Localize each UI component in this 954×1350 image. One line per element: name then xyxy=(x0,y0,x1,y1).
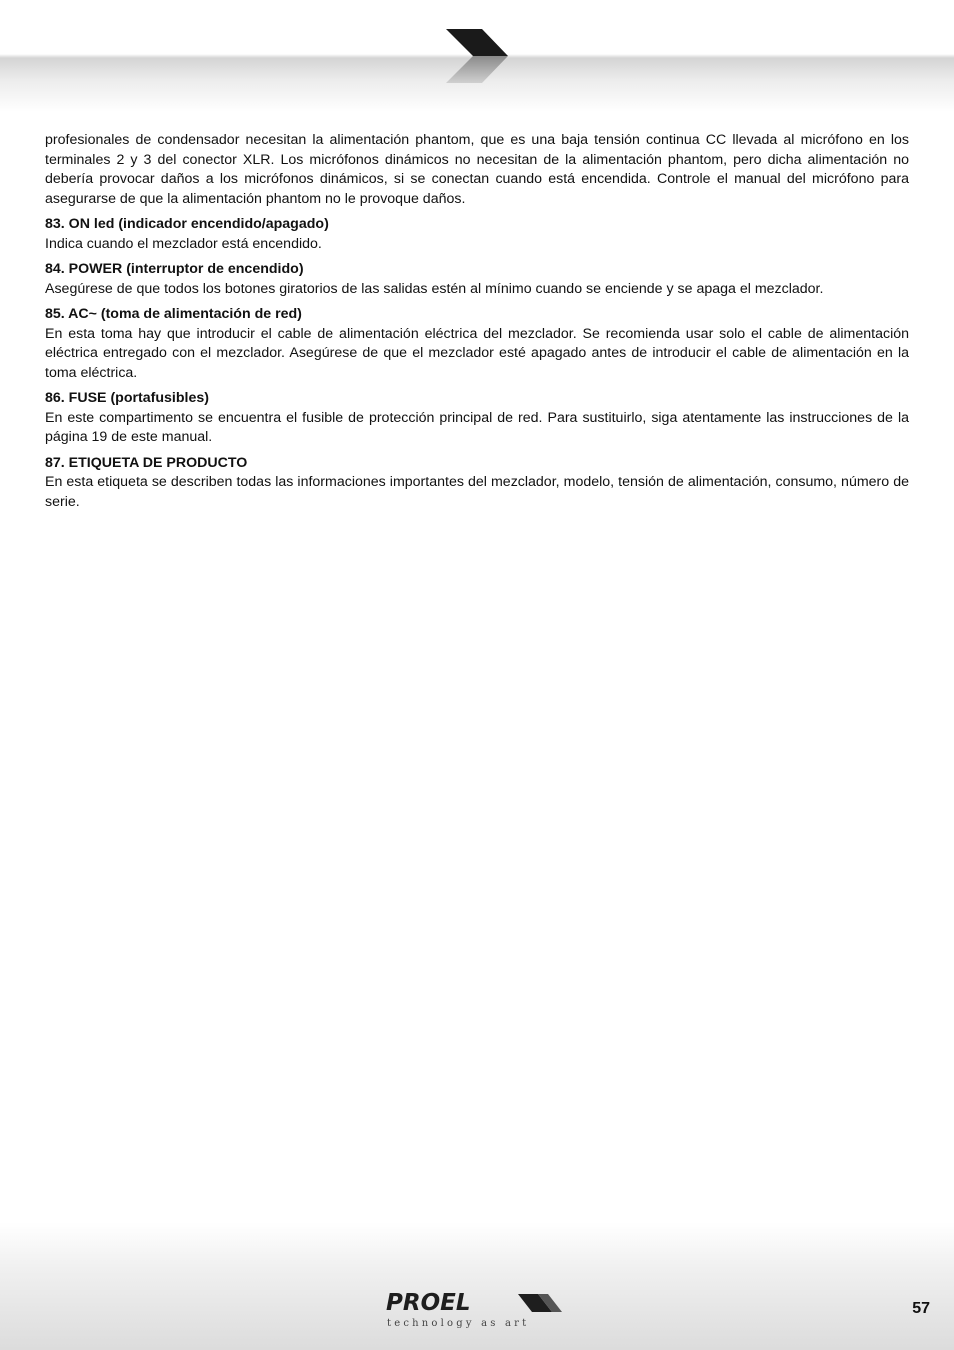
section-heading: 87. ETIQUETA DE PRODUCTO xyxy=(45,454,248,471)
section-text: Asegúrese de que todos los botones giratorios de las salidas estén al mínimo cuando se enciende y se apaga el mezclador. xyxy=(45,280,824,297)
section-heading: 83. ON led (indicador encendido/apagado) xyxy=(45,216,329,232)
logo-tagline: technology as art xyxy=(387,1318,530,1329)
section-heading: 86. FUSE (portafusibles) xyxy=(45,390,209,406)
section-heading: 85. AC~ (toma de alimentación de red) xyxy=(45,306,302,322)
section-etiqueta xyxy=(45,454,909,513)
header-arrow-icon xyxy=(442,27,512,85)
section-power xyxy=(45,260,909,299)
section-text: Indica cuando el mezclador está encendido. xyxy=(45,235,322,252)
logo-wordmark: PROEL xyxy=(386,1290,471,1316)
proel-logo xyxy=(384,1290,574,1334)
section-text: En esta toma hay que introducir el cable de alimentación eléctrica del mezclador. Se recomienda usar solo el cable de alimentación eléctrica entregado con el mezclador. Asegúrese de que el mezclador esté apagado antes de introducir el cable de alimentación en la toma eléctrica. xyxy=(45,325,909,381)
section-on-led xyxy=(45,215,909,254)
logo-arrow-icon xyxy=(518,1292,568,1316)
section-text: En este compartimento se encuentra el fusible de protección principal de red. Para sustituirlo, siga atentamente las instrucciones de la página 19 de este manual. xyxy=(45,409,909,445)
section-ac xyxy=(45,305,909,383)
document-body xyxy=(45,131,909,512)
page-number: 57 xyxy=(912,1300,930,1317)
section-heading: 84. POWER (interruptor de encendido) xyxy=(45,261,304,277)
section-text: En esta etiqueta se describen todas las informaciones importantes del mezclador, modelo, tensión de alimentación, consumo, número de serie. xyxy=(45,474,909,510)
section-fuse xyxy=(45,389,909,448)
intro-paragraph: profesionales de condensador necesitan la alimentación phantom, que es una baja tensión continua CC llevada al micrófono en los terminales 2 y 3 del conector XLR. Los micrófonos dinámicos no necesitan de la alimentación phantom, pero dicha alimentación no debería provocar daños a los micrófonos dinámicos, si se conectan cuando está encendida. Controle el manual del micrófono para asegurarse de que la alimentación phantom no le provoque daños. xyxy=(45,132,909,207)
